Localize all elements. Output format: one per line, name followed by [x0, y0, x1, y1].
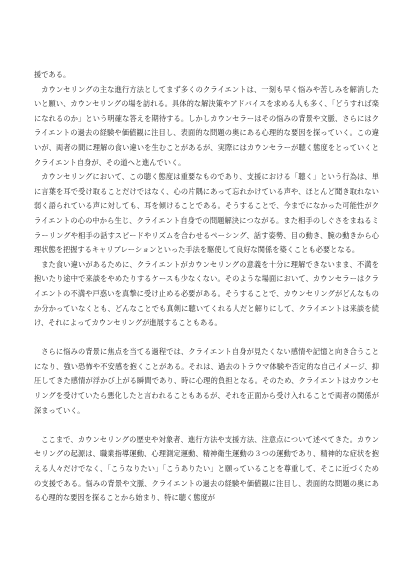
- paragraph-progression-method: カウンセリングの主な進行方法としてまず多くのクライエントは、一刻も早く悩みや苦しみを解消したいと願い、カウンセリングの場を訪れる。具体的な解決策やアドバイスを求める人も多く、「どうすれば楽になれるのか」という明確な答えを期待する。しかしカウンセラーはその悩みの背景や文脈、さらにはクライエントの過去の経験や価値観に注目し、表面的な問題の奥にある心理的な要因を探っていく。この違いが、両者の間に理解の食い違いを生むことがあるが、実際にはカウンセラーが聴く態度をとっていくとクライエント自身が、その道へと進んでいく。: [34, 84, 379, 167]
- paragraph-continuation: 援である。: [34, 70, 71, 79]
- paragraph-gap: [34, 418, 379, 433]
- paragraph-misunderstanding: また食い違いがあるために、クライエントがカウンセリングの意義を十分に理解できないまま、不満を抱いたり途中で来談をやめたりするケースも少なくない。そのような場面において、カウンセラーはクライエントの不満や戸惑いを真摯に受け止める必要がある。そうすることで、カウンセリングがどんなものか分かっていなくとも、どんなことでも真剣に聴いてくれる人だと解りにして、クライエントは来談を続け、それによってカウンセリングが進展することもある。: [34, 259, 379, 328]
- paragraph-background-focus: さらに悩みの背景に焦点を当てる過程では、クライエント自身が見たくない感情や記憶と向き合うことになり、強い恐怖や不安感を抱くことがある。それは、過去のトラウマ体験や否定的な自己イメージ、抑圧してきた感情が浮かび上がる瞬間であり、時に心理的負担となる。そのため、クライエントはカウンセリングを受けていたら悪化したと言われることもあるが、それを正面から受け入れることで両者の関係が深まっていく。: [34, 347, 379, 415]
- paragraph-gap: [34, 331, 379, 346]
- document-body: [34, 68, 379, 506]
- paragraph-summary: ここまで、カウンセリングの歴史や対象者、進行方法や支援方法、注意点について述べてきた。カウンセリングの起源は、職業指導運動、心理測定運動、精神衛生運動の３つの運動であり、精神的な症状を抱える人々だけでなく、「こうなりたい」「こうありたい」と願っていることを尊重して、そこに近づくための支援である。悩みの背景や文脈、クライエントの過去の経験や価値観に注目し、表面的な問題の奥にある心理的な要因を探ることから始まり、特に聴く態度が: [34, 434, 379, 503]
- paragraph-listening-attitude: カウンセリングにおいて、この聴く態度は重要なものであり、支援における「聴く」という行為は、単に言葉を耳で受け取ることだけではなく、心の片隅にあって忘れかけている声や、ほとんど聞き取れない弱く語られている声に対しても、耳を傾けることである。そうすることで、今までになかった可能性がクライエントの心の中から生じ、クライエント自身での問題解決につながる。また相手のしぐさをまねるミラーリングや相手の話すスピードやリズムを合わせるペーシング、話す姿勢、目の動き、腕の動きから心理状態を把握するキャリブレーションといった手法を駆使して良好な関係を築くことも必要となる。: [34, 172, 379, 255]
